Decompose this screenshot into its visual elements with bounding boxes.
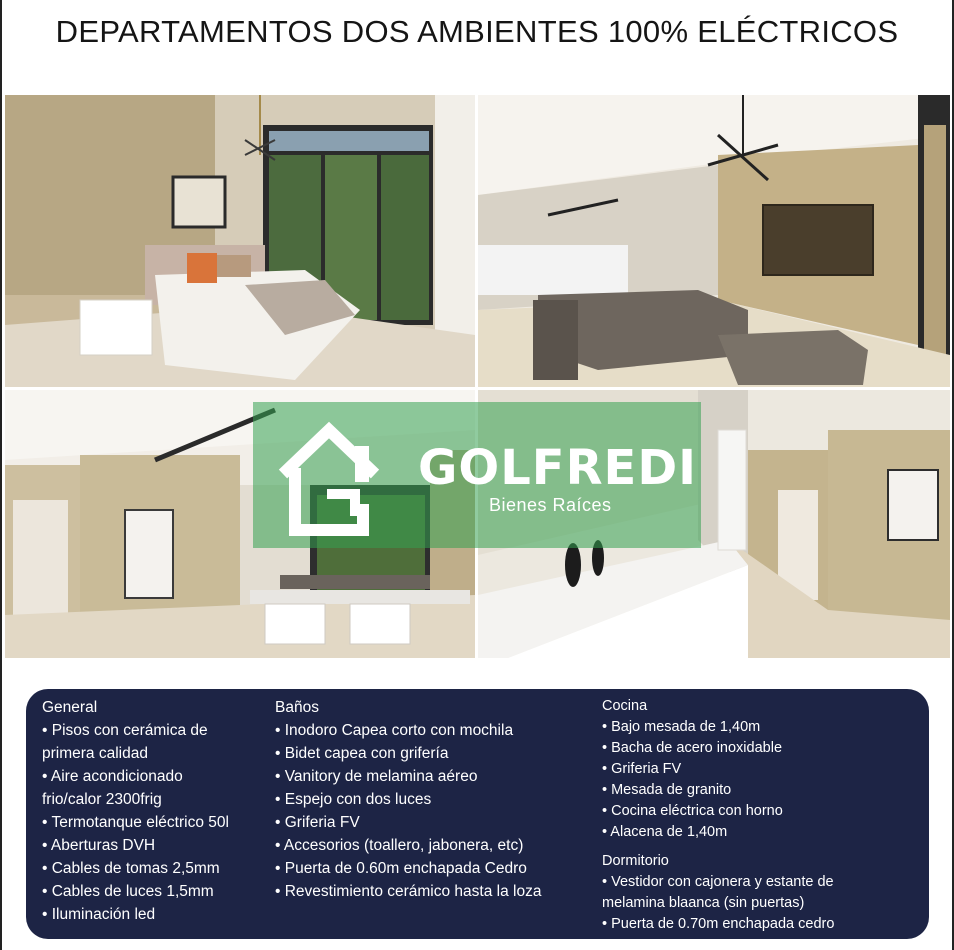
specs-panel [26,689,929,939]
list-item: • Pisos con cerámica de [42,722,208,739]
section-gap [602,843,918,851]
specs-banos-heading: Baños [275,699,319,716]
list-item: • Griferia FV [602,761,682,777]
specs-cocina-heading: Cocina [602,698,648,714]
specs-cocina-dormitorio [602,696,918,935]
list-item: • Cocina eléctrica con horno [602,803,783,819]
list-item: • Aire acondicionado [42,768,183,785]
specs-dormitorio-heading: Dormitorio [602,853,669,869]
list-item: • Puerta de 0.70m enchapada cedro [602,916,835,932]
brand-name: GOLFREDI [418,440,698,496]
list-item: • Mesada de granito [602,782,732,798]
list-item: • Accesorios (toallero, jabonera, etc) [275,837,524,854]
list-item: • Aberturas DVH [42,837,156,854]
brand-subtitle: Bienes Raíces [489,495,612,515]
list-item: • Inodoro Capea corto con mochila [275,722,514,739]
list-item: • Cables de tomas 2,5mm [42,860,220,877]
specs-banos [275,696,595,903]
list-item: • Revestimiento cerámico hasta la loza [275,883,542,900]
living-room-photo [478,95,950,387]
list-item: melamina blaanca (sin puertas) [602,895,805,911]
watermark-logo [253,402,701,548]
list-item: • Termotanque eléctrico 50l [42,814,229,831]
list-item: • Alacena de 1,40m [602,824,728,840]
specs-general [42,696,270,926]
list-item: • Iluminación led [42,906,156,923]
list-item: • Bacha de acero inoxidable [602,740,783,756]
bedroom-photo [5,95,475,387]
page-title: DEPARTAMENTOS DOS AMBIENTES 100% ELÉCTRICOS [55,14,899,49]
list-item: frio/calor 2300frig [42,791,162,808]
list-item: • Puerta de 0.60m enchapada Cedro [275,860,527,877]
specs-general-heading: General [42,699,98,716]
list-item: • Griferia FV [275,814,360,831]
list-item: • Bidet capea con grifería [275,745,449,762]
list-item: • Bajo mesada de 1,40m [602,719,761,735]
list-item: • Cables de luces 1,5mm [42,883,214,900]
list-item: • Vanitory de melamina aéreo [275,768,478,785]
list-item: primera calidad [42,745,148,762]
list-item: • Vestidor con cajonera y estante de [602,874,834,890]
house-logo-icon [271,412,387,540]
list-item: • Espejo con dos luces [275,791,432,808]
